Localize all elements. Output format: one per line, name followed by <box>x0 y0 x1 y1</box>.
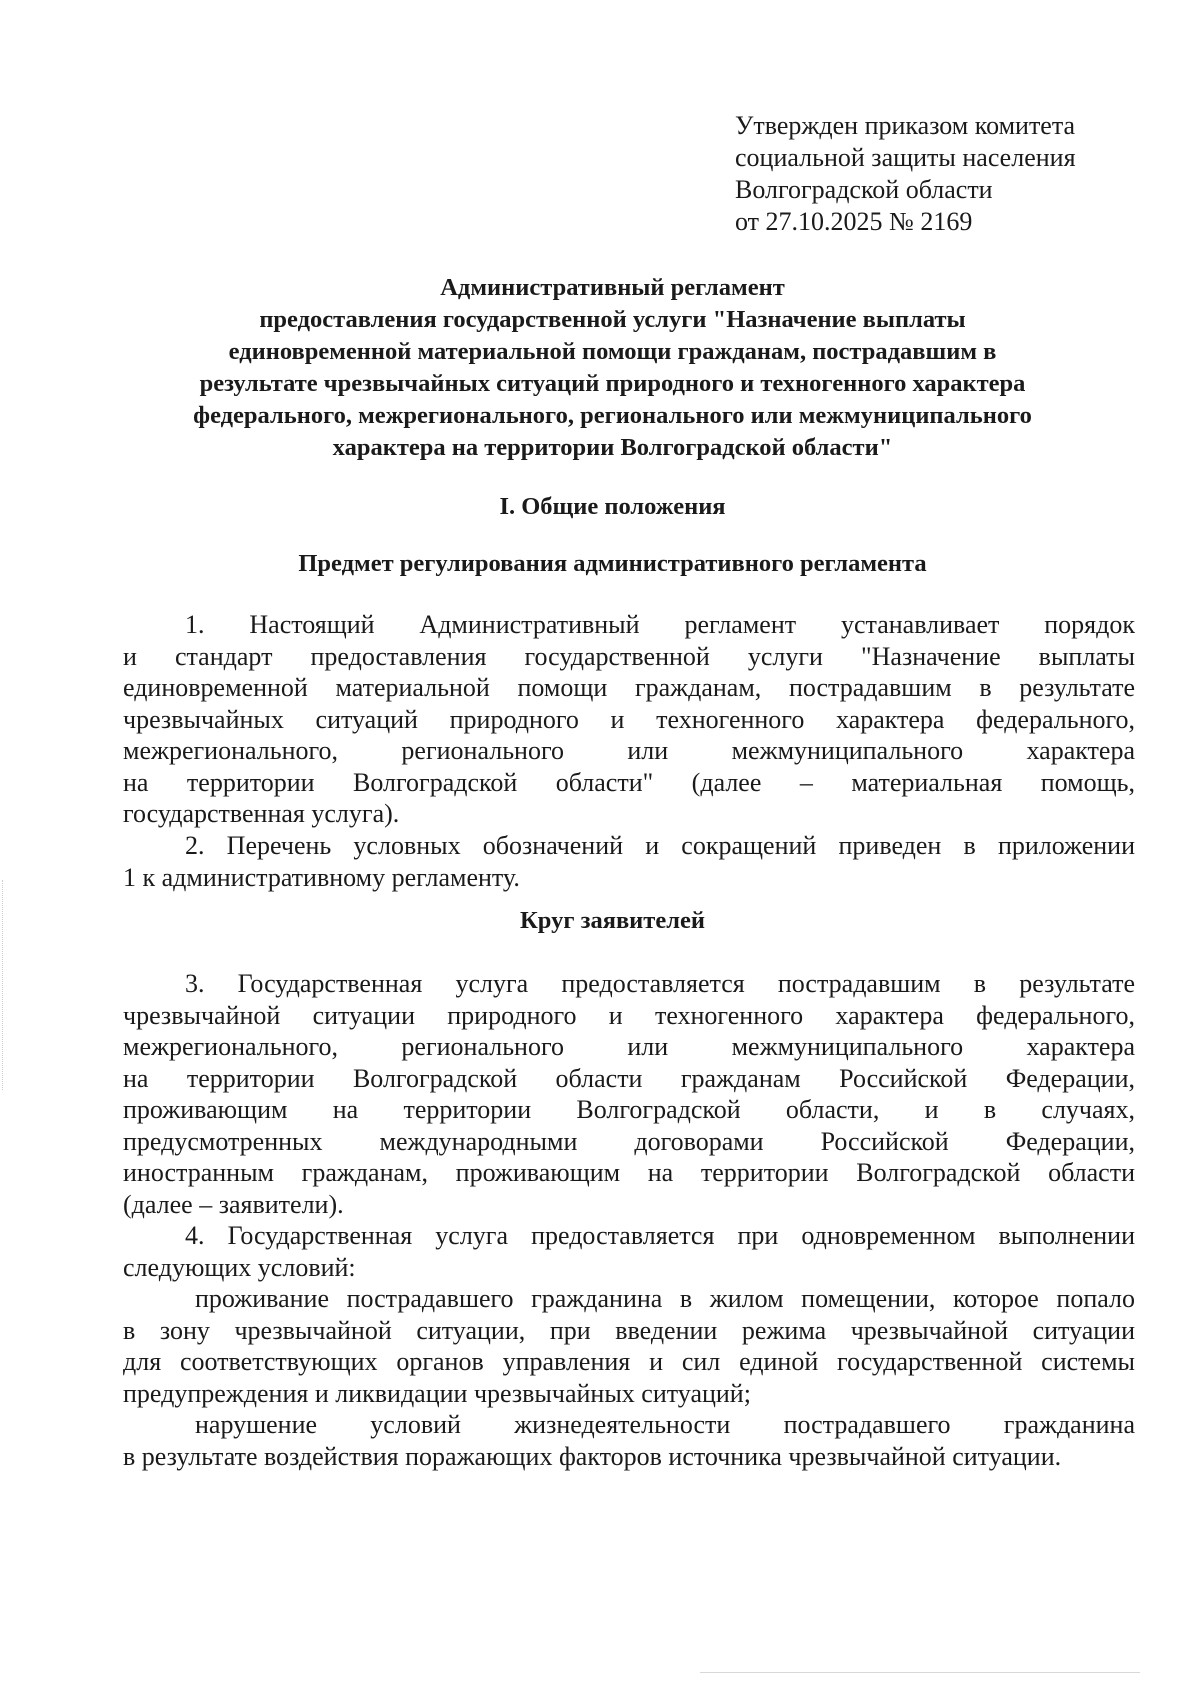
title-line: характера на территории Волгоградской области" <box>332 434 893 461</box>
paragraph-line: иностранным гражданам, проживающим на территории Волгоградской области <box>123 1158 1135 1187</box>
approval-date-number: от 27.10.2025 № 2169 <box>735 207 973 236</box>
approval-line: Утвержден приказом комитета <box>735 111 1076 140</box>
subsection-heading-subject: Предмет регулирования административного регламента <box>298 550 927 577</box>
paragraph-line: государственная услуга). <box>123 799 400 828</box>
paragraph-line: 1. Настоящий Административный регламент устанавливает порядок <box>185 610 1135 639</box>
paragraph-4 <box>123 1220 1135 1283</box>
paragraph-line: проживающим на территории Волгоградской области, и в случаях, <box>123 1095 1135 1124</box>
title-line: федерального, межрегионального, регионального или межмуниципального <box>193 402 1032 429</box>
paragraph-1 <box>123 609 1135 830</box>
paragraph-line: межрегионального, регионального или межмуниципального характера <box>123 1032 1135 1061</box>
approval-line: Волгоградской области <box>735 175 993 204</box>
paragraph-line: для соответствующих органов управления и сил единой государственной системы <box>123 1347 1135 1376</box>
paragraph-line: на территории Волгоградской области" (далее – материальная помощь, <box>123 767 1135 797</box>
approval-line: социальной защиты населения <box>735 143 1076 172</box>
section-heading-general: I. Общие положения <box>499 493 726 520</box>
paragraph-line: межрегионального, регионального или межмуниципального характера <box>123 736 1135 765</box>
paragraph-line: 4. Государственная услуга предоставляется при одновременном выполнении <box>185 1221 1135 1250</box>
paragraph-line: предусмотренных международными договорами Российской Федерации, <box>123 1126 1135 1156</box>
approval-stamp <box>735 110 1155 238</box>
paragraph-line: 2. Перечень условных обозначений и сокращений приведен в приложении <box>185 831 1135 860</box>
paragraph-2 <box>123 830 1135 893</box>
paragraph-line: на территории Волгоградской области гражданам Российской Федерации, <box>123 1063 1135 1093</box>
footer-rule <box>700 1672 1140 1673</box>
title-line: единовременной материальной помощи гражданам, пострадавшим в <box>228 338 997 365</box>
section-heading-applicants: Круг заявителей <box>520 907 705 934</box>
paragraph-line: и стандарт предоставления государственной услуги "Назначение выплаты <box>123 641 1135 671</box>
paragraph-line: (далее – заявители). <box>123 1189 344 1219</box>
paragraph-line: в зону чрезвычайной ситуации, при введении режима чрезвычайной ситуации <box>123 1315 1135 1345</box>
paragraph-line: проживание пострадавшего гражданина в жилом помещении, которое попало <box>195 1284 1135 1313</box>
paragraph-line: следующих условий: <box>123 1252 356 1282</box>
paragraph-line: нарушение условий жизнедеятельности пострадавшего гражданина <box>195 1410 1135 1439</box>
title-line: Административный регламент <box>440 274 785 301</box>
document-title <box>120 272 1105 464</box>
condition-2 <box>123 1409 1135 1472</box>
paragraph-line: в результате воздействия поражающих факторов источника чрезвычайной ситуации. <box>123 1441 1062 1471</box>
paragraph-line: предупреждения и ликвидации чрезвычайных ситуаций; <box>123 1378 751 1408</box>
title-line: предоставления государственной услуги "Назначение выплаты <box>259 306 966 333</box>
paragraph-line: чрезвычайных ситуаций природного и техногенного характера федерального, <box>123 704 1135 734</box>
paragraph-line: чрезвычайной ситуации природного и техногенного характера федерального, <box>123 1000 1135 1030</box>
paragraph-line: 1 к административному регламенту. <box>123 862 520 892</box>
scan-edge-mark <box>2 880 3 1090</box>
paragraph-3 <box>123 968 1135 1220</box>
paragraph-line: 3. Государственная услуга предоставляется пострадавшим в результате <box>185 969 1135 998</box>
condition-1 <box>123 1283 1135 1409</box>
paragraph-line: единовременной материальной помощи гражданам, пострадавшим в результате <box>123 673 1135 702</box>
title-line: результате чрезвычайных ситуаций природного и техногенного характера <box>199 370 1026 397</box>
